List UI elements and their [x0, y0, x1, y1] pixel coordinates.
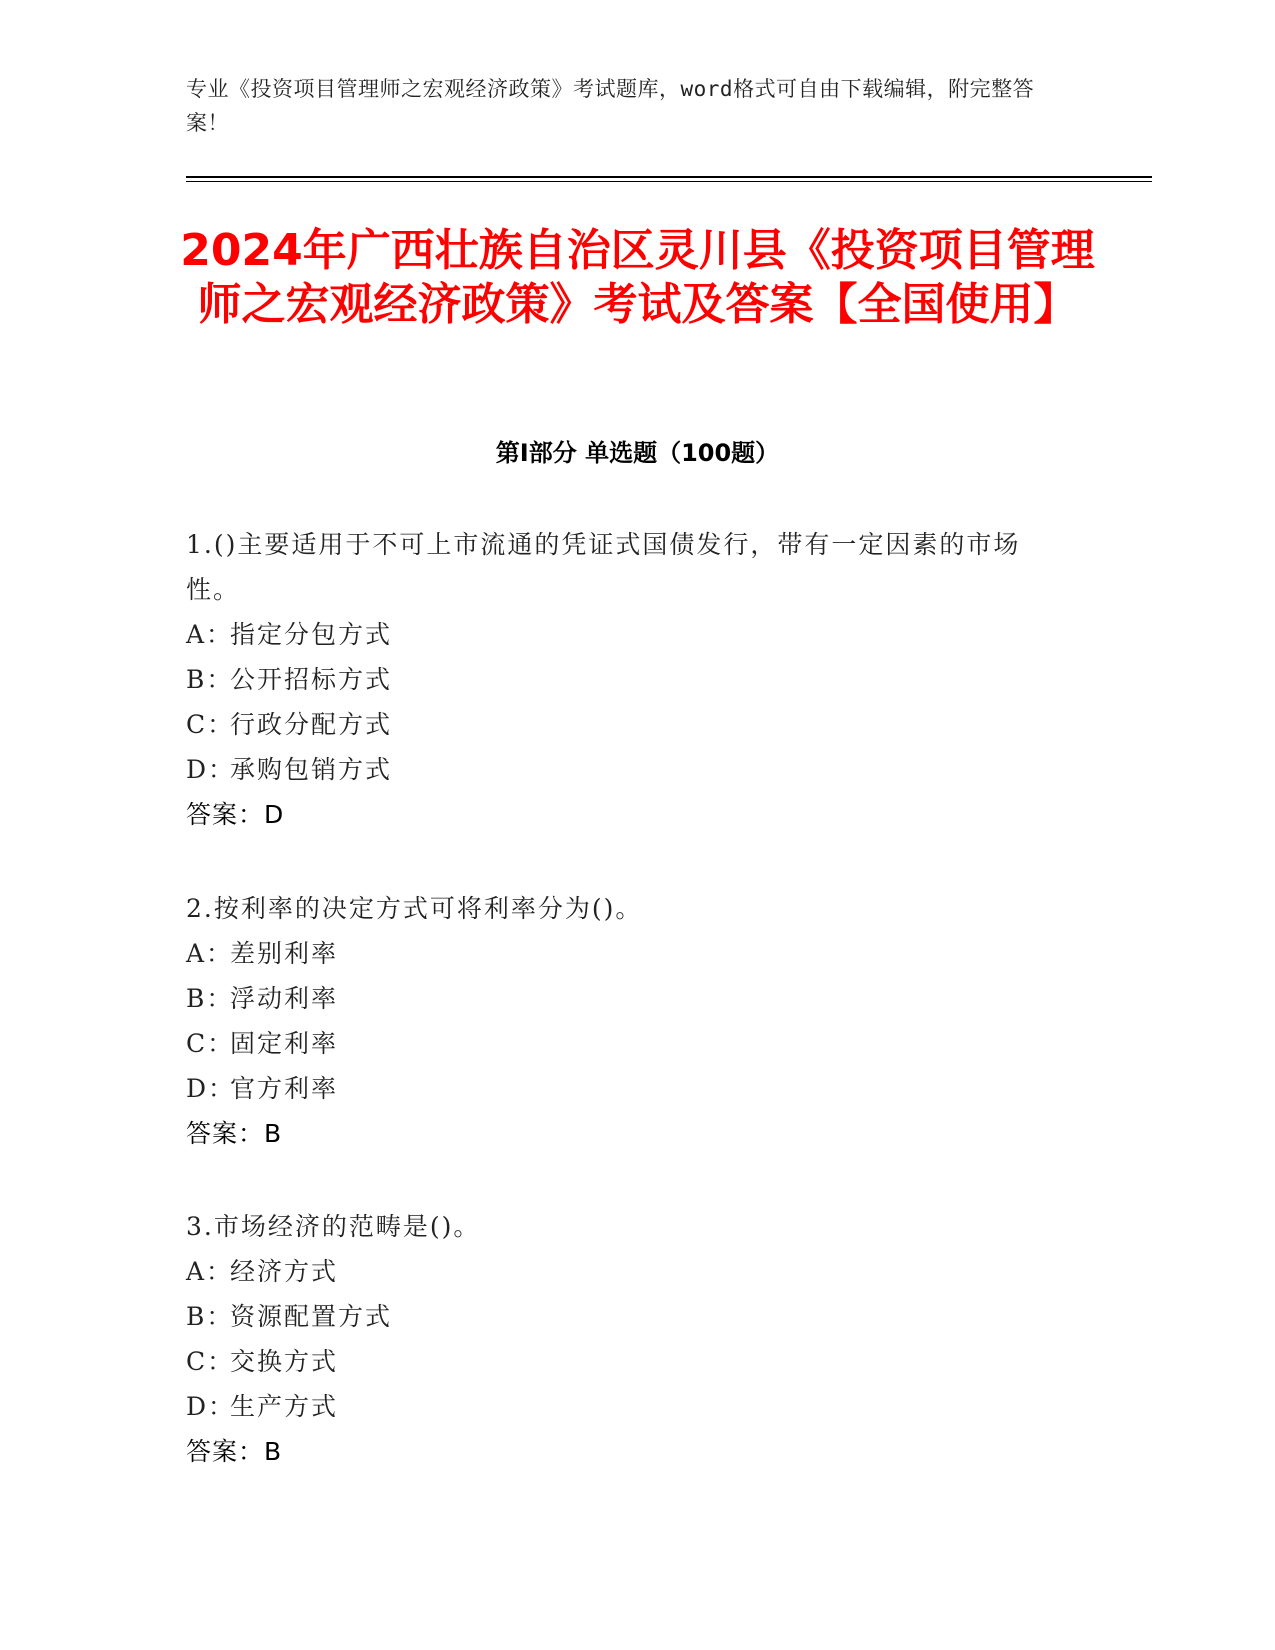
option-text: 行政分配方式	[230, 710, 393, 739]
option-b	[186, 657, 1066, 702]
answer-value: D	[264, 800, 285, 829]
option-key: A：	[186, 620, 234, 649]
option-key: D：	[186, 1392, 236, 1421]
option-d	[186, 747, 1066, 792]
option-key: B：	[186, 1302, 234, 1331]
option-text: 差别利率	[230, 939, 339, 968]
option-key: A：	[186, 1257, 234, 1286]
option-key: C：	[186, 1347, 235, 1376]
option-c	[186, 1021, 1066, 1066]
option-text: 固定利率	[230, 1029, 339, 1058]
question-stem: 2.按利率的决定方式可将利率分为()。	[186, 894, 643, 923]
header-rule-thin	[186, 181, 1152, 182]
option-text: 浮动利率	[230, 984, 339, 1013]
option-a	[186, 612, 1066, 657]
option-text: 资源配置方式	[230, 1302, 393, 1331]
option-text: 指定分包方式	[230, 620, 393, 649]
option-d	[186, 1066, 1066, 1111]
option-key: D：	[186, 755, 236, 784]
header-note: 专业《投资项目管理师之宏观经济政策》考试题库，word格式可自由下载编辑，附完整答案！	[186, 77, 1035, 135]
option-b	[186, 976, 1066, 1021]
option-a	[186, 1249, 1066, 1294]
answer-line	[186, 792, 1066, 837]
answer-label: 答案：	[186, 800, 265, 829]
option-key: B：	[186, 984, 234, 1013]
option-text: 公开招标方式	[230, 665, 393, 694]
question-2	[186, 886, 1066, 1156]
answer-line	[186, 1111, 1066, 1156]
option-text: 承购包销方式	[230, 755, 393, 784]
header-rule-thick	[186, 176, 1152, 178]
option-text: 交换方式	[230, 1347, 339, 1376]
option-c	[186, 702, 1066, 747]
option-b	[186, 1294, 1066, 1339]
option-d	[186, 1384, 1066, 1429]
option-a	[186, 931, 1066, 976]
option-text: 生产方式	[230, 1392, 339, 1421]
option-key: C：	[186, 1029, 235, 1058]
option-key: C：	[186, 710, 235, 739]
document-title: 2024年广西壮族自治区灵川县《投资项目管理师之宏观经济政策》考试及答案【全国使用】	[180, 225, 1095, 330]
option-key: D：	[186, 1074, 236, 1103]
question-stem: 1.()主要适用于不可上市流通的凭证式国债发行，带有一定因素的市场性。	[186, 530, 1021, 604]
answer-value: B	[264, 1119, 283, 1148]
answer-label: 答案：	[186, 1119, 265, 1148]
option-text: 经济方式	[230, 1257, 339, 1286]
question-1	[186, 522, 1066, 837]
option-c	[186, 1339, 1066, 1384]
option-text: 官方利率	[230, 1074, 339, 1103]
answer-line	[186, 1429, 1066, 1474]
answer-value: B	[264, 1437, 283, 1466]
answer-label: 答案：	[186, 1437, 265, 1466]
question-stem: 3.市场经济的范畴是()。	[186, 1212, 481, 1241]
question-3	[186, 1204, 1066, 1474]
option-key: A：	[186, 939, 234, 968]
section-title: 第I部分 单选题（100题）	[495, 439, 780, 467]
option-key: B：	[186, 665, 234, 694]
